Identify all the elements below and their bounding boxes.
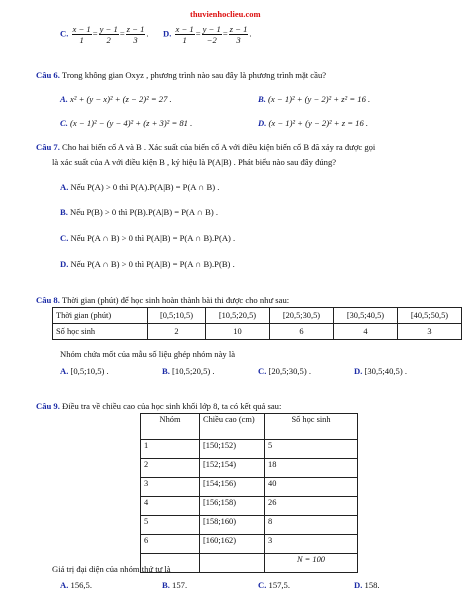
q7-stem-line2: là xác suất của A với điều kiện B , ký hiệu là P(A|B) . Phát biểu nào sau đây đúng? (52, 157, 337, 167)
q9-option-c[interactable] (258, 580, 290, 590)
question-label: Câu 6. (36, 70, 60, 80)
q9-table (140, 413, 358, 573)
option-key: C. (258, 580, 267, 590)
table-row (141, 459, 358, 478)
q6-option-b[interactable] (258, 94, 370, 104)
fraction: $\frac{y - 1}{2}$ (99, 24, 118, 45)
option-text: 157,5. (268, 580, 290, 590)
q8-option-d[interactable] (354, 366, 407, 376)
table-cell: [154;156) (200, 478, 265, 497)
option-text: [10,5;20,5) . (172, 366, 215, 376)
table-cell: 4 (141, 497, 200, 516)
option-text: 158. (364, 580, 380, 590)
question-label: Câu 8. (36, 295, 60, 305)
table-cell: 26 (265, 497, 358, 516)
table-cell: 3 (141, 478, 200, 497)
prev-option-c: C. $\frac{x - 1}{1}$ = $\frac{y - 1}{2}$ = $\frac{z - 1}{3}$ . (60, 24, 149, 45)
option-key: D. (354, 580, 363, 590)
table-row (141, 535, 358, 554)
q8-option-a[interactable] (60, 366, 109, 376)
q7-option-a[interactable] (60, 182, 219, 192)
table-cell: [158;160) (200, 516, 265, 535)
table-row (141, 516, 358, 535)
option-key: A. (60, 94, 68, 104)
q7-option-d[interactable] (60, 259, 235, 269)
option-key: D. (163, 28, 172, 39)
table-cell (200, 554, 265, 573)
question-label: Câu 7. (36, 142, 60, 152)
table-cell: [150;152) (200, 440, 265, 459)
option-key: B. (162, 580, 170, 590)
table-cell: Thời gian (phút) (53, 308, 148, 324)
table-header: Nhóm (141, 414, 200, 440)
table-header: Chiều cao (cm) (200, 414, 265, 440)
question-text: Thời gian (phút) để học sinh hoàn thành bài thi được cho như sau: (61, 295, 290, 305)
table-cell: 18 (265, 459, 358, 478)
prev-option-d: D. $\frac{x - 1}{1}$ = $\frac{y - 1}{-2}$ = $\frac{z - 1}{3}$ . (163, 24, 252, 45)
table-cell: [20,5;30,5) (269, 308, 333, 324)
table-cell: [160;162) (200, 535, 265, 554)
fraction: $\frac{z - 1}{3}$ (229, 24, 248, 45)
table-row (53, 308, 462, 324)
q8-stem (36, 295, 289, 305)
table-cell: 3 (265, 535, 358, 554)
option-text: Nếu P(B) > 0 thì P(B).P(A|B) = P(A ∩ B) . (70, 207, 219, 217)
table-cell: 8 (265, 516, 358, 535)
option-key: B. (162, 366, 170, 376)
q9-option-a[interactable] (60, 580, 92, 590)
option-text: (x − 1)² − (y − 4)² + (z + 3)² = 81 . (70, 118, 193, 128)
table-cell: 5 (265, 440, 358, 459)
option-text: [20,5;30,5) . (268, 366, 312, 376)
q6-stem (36, 70, 326, 80)
site-watermark: thuvienhoclieu.com (190, 9, 261, 19)
option-text: (x − 1)² + (y − 2)² + z = 16 . (268, 118, 369, 128)
table-cell: [156;158) (200, 497, 265, 516)
fraction: $\frac{z - 1}{3}$ (126, 24, 145, 45)
table-cell: [0,5;10,5) (148, 308, 206, 324)
question-text: Trong không gian Oxyz , phương trình nào sau đây là phương trình mặt cầu? (61, 70, 327, 80)
question-text: Cho hai biến cố A và B . Xác suất của biến cố A với điều kiện biến cố B đã xảy ra được gọi (62, 142, 376, 152)
table-header: Số học sinh (265, 414, 358, 440)
option-key: C. (60, 233, 69, 243)
table-row (141, 440, 358, 459)
question-label: Câu 9. (36, 401, 60, 411)
table-cell: 6 (269, 324, 333, 340)
option-key: C. (60, 118, 68, 128)
option-text: [0,5;10,5) . (70, 366, 109, 376)
option-key: C. (60, 28, 69, 39)
option-text: 157. (172, 580, 188, 590)
option-key: A. (60, 182, 69, 192)
table-cell: 6 (141, 535, 200, 554)
option-text: (x − 1)² + (y − 2)² + z² = 16 . (268, 94, 371, 104)
option-key: A. (60, 580, 69, 590)
q7-option-b[interactable] (60, 207, 218, 217)
q8-option-b[interactable] (162, 366, 215, 376)
table-cell: 10 (205, 324, 269, 340)
q9-stem (36, 401, 281, 411)
table-row (141, 478, 358, 497)
table-cell: 4 (333, 324, 397, 340)
option-key: B. (258, 94, 266, 104)
table-cell: Số học sinh (53, 324, 148, 340)
table-cell: 1 (141, 440, 200, 459)
table-cell: N = 100 (265, 554, 358, 573)
option-key: A. (60, 366, 69, 376)
q9-option-b[interactable] (162, 580, 187, 590)
table-row-total (141, 554, 358, 573)
option-key: B. (60, 207, 68, 217)
option-text: Nếu P(A ∩ B) > 0 thì P(A|B) = P(A ∩ B).P(B) . (70, 259, 235, 269)
table-row (53, 324, 462, 340)
option-key: D. (258, 118, 267, 128)
q6-option-a[interactable] (60, 94, 172, 104)
q8-table (52, 307, 462, 340)
q6-option-c[interactable] (60, 118, 192, 128)
table-cell: 2 (148, 324, 206, 340)
table-row (141, 497, 358, 516)
question-text: Điều tra về chiều cao của học sinh khối lớp 8, ta có kết quả sau: (62, 401, 282, 411)
q7-option-c[interactable] (60, 233, 235, 243)
option-text: 156,5. (70, 580, 92, 590)
fraction: $\frac{x - 1}{1}$ (72, 24, 91, 45)
table-cell: [152;154) (200, 459, 265, 478)
fraction: $\frac{y - 1}{-2}$ (202, 24, 221, 45)
q8-question: Nhóm chứa mốt của mẫu số liệu ghép nhóm này là (60, 349, 236, 359)
option-key: D. (60, 259, 69, 269)
table-cell: [10,5;20,5) (205, 308, 269, 324)
option-text: Nếu P(A) > 0 thì P(A).P(A|B) = P(A ∩ B) . (70, 182, 220, 192)
table-cell: 2 (141, 459, 200, 478)
q9-option-d[interactable] (354, 580, 380, 590)
q8-option-c[interactable] (258, 366, 311, 376)
table-cell: 5 (141, 516, 200, 535)
table-cell: 40 (265, 478, 358, 497)
table-cell: [30,5;40,5) (333, 308, 397, 324)
option-text: x² + (y − x)² + (z − 2)² = 27 . (70, 94, 172, 104)
table-header-row (141, 414, 358, 440)
q6-option-d[interactable] (258, 118, 368, 128)
table-cell: [40,5;50,5) (397, 308, 461, 324)
table-cell: 3 (397, 324, 461, 340)
option-key: D. (354, 366, 363, 376)
option-text: Nếu P(A ∩ B) > 0 thì P(A|B) = P(A ∩ B).P(A) . (70, 233, 236, 243)
option-text: [30,5;40,5) . (364, 366, 408, 376)
q9-question: Giá trị đại diện của nhóm thứ tư là (52, 564, 171, 574)
fraction: $\frac{x - 1}{1}$ (175, 24, 194, 45)
q7-stem-line1 (36, 142, 375, 152)
option-key: C. (258, 366, 267, 376)
